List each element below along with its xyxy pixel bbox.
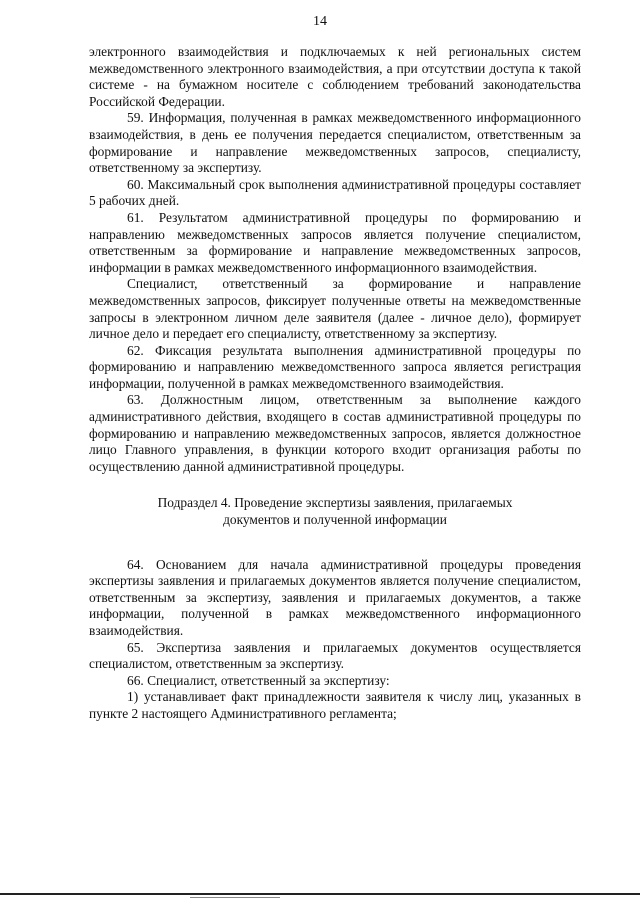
paragraph-66-item-1: 1) устанавливает факт принадлежности заявителя к числу лиц, указанных в пункте 2 настоящего Административного регламента;: [89, 689, 581, 721]
subsection-heading-line-1: Подраздел 4. Проведение экспертизы заявления, прилагаемых: [157, 495, 513, 511]
footer-divider-secondary: [190, 897, 280, 898]
paragraph-61: 61. Результатом административной процедуры по формированию и направлению межведомственных запросов является получение специалистом, ответственным за формирование и направление межведомственных запросов, информации в рамках межведомственного информационного взаимодействия.: [89, 209, 581, 275]
page-number: 14: [313, 14, 327, 29]
paragraph-65: 65. Экспертиза заявления и прилагаемых документов осуществляется специалистом, ответственным за экспертизу.: [89, 639, 581, 672]
document-body: [89, 44, 581, 723]
subsection-heading-line-2: документов и полученной информации: [223, 512, 447, 528]
paragraph-63: 63. Должностным лицом, ответственным за выполнение каждого административного действия, входящего в состав административной процедуры по формированию и направлению межведомственных запросов, является должностное лицо Главного управления, в функции которого входит организация работы по осуществлению данной административной процедуры.: [89, 392, 581, 474]
paragraph-continuation: электронного взаимодействия и подключаемых к ней региональных систем межведомственного электронного взаимодействия, а при отсутствии доступа к такой системе - на бумажном носителе с соблюдением требований законодательства Российской Федерации.: [89, 44, 581, 109]
paragraph-62: 62. Фиксация результата выполнения административной процедуры по формированию и направлению межведомственного запроса является регистрация информации, полученной в рамках межведомственного взаимодействия.: [89, 342, 581, 391]
paragraph-61-specialist: Специалист, ответственный за формирование и направление межведомственных запросов, фиксирует полученные ответы на межведомственные запросы в электронном личном деле заявителя (далее - личное дело), формирует личное дело и передает его специалисту, ответственному за экспертизу.: [89, 276, 581, 342]
paragraph-64: 64. Основанием для начала административной процедуры проведения экспертизы заявления и прилагаемых документов является получение специалистом, ответственным за экспертизу, заявления и прилагаемых документов, а также информации, полученной в рамках межведомственного информационного взаимодействия.: [89, 556, 581, 638]
paragraph-59: 59. Информация, полученная в рамках межведомственного информационного взаимодействия, в день ее получения передается специалистом, ответственным за формирование и направление межведомственных запросов, специалисту, ответственному за экспертизу.: [89, 110, 581, 176]
subsection-heading: [89, 495, 581, 528]
footer-divider: [0, 893, 640, 895]
paragraph-60: 60. Максимальный срок выполнения административной процедуры составляет 5 рабочих дней.: [89, 176, 581, 209]
paragraph-66: 66. Специалист, ответственный за экспертизу:: [127, 672, 390, 688]
